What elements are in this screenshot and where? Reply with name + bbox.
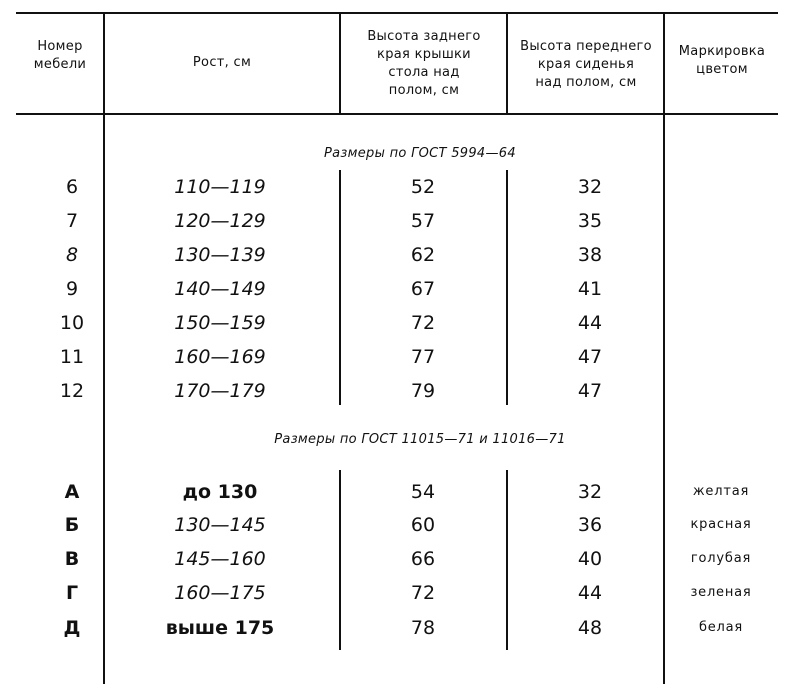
row-seat-height: 47 — [577, 346, 603, 368]
row-table-height: 72 — [410, 582, 436, 604]
row-number: 12 — [59, 380, 85, 402]
row-height: 160—175 — [174, 582, 266, 604]
row-height: 130—139 — [174, 244, 266, 266]
row-height: 110—119 — [174, 176, 266, 198]
row-number: 8 — [65, 244, 79, 266]
row-table-height: 60 — [410, 514, 436, 536]
header-seat-height — [508, 38, 664, 92]
row-table-height: 54 — [410, 481, 436, 503]
row-table-height: 67 — [410, 278, 436, 300]
row-height: 170—179 — [174, 380, 266, 402]
row-height: 130—145 — [174, 514, 266, 536]
row-number: А — [64, 481, 80, 503]
row-number: 6 — [65, 176, 79, 198]
row-seat-height: 48 — [577, 617, 603, 639]
row-color-marking: зеленая — [690, 585, 752, 600]
row-table-height: 57 — [410, 210, 436, 232]
row-color-marking: голубая — [690, 551, 752, 566]
row-color-marking: красная — [690, 517, 752, 532]
row-table-height: 66 — [410, 548, 436, 570]
row-number: В — [64, 548, 80, 570]
row-height: 145—160 — [174, 548, 266, 570]
header-number — [18, 38, 102, 74]
row-number: 11 — [59, 346, 85, 368]
section-title: Размеры по ГОСТ 11015—71 и 11016—71 — [274, 432, 566, 447]
row-number: Д — [63, 617, 81, 639]
row-height: до 130 — [182, 481, 258, 503]
row-seat-height: 38 — [577, 244, 603, 266]
body-column-divider — [506, 470, 508, 650]
row-seat-height: 35 — [577, 210, 603, 232]
header-table-line: стола над — [388, 65, 460, 80]
row-table-height: 78 — [410, 617, 436, 639]
column-divider — [339, 12, 341, 114]
row-number: 9 — [65, 278, 79, 300]
row-height: выше 175 — [165, 617, 275, 639]
header-seat-line: над полом, см — [535, 75, 637, 90]
body-column-divider — [339, 470, 341, 650]
row-table-height: 52 — [410, 176, 436, 198]
header-color-line: цветом — [696, 62, 748, 77]
row-color-marking: белая — [698, 620, 744, 635]
header-color-line: Маркировка — [678, 44, 766, 59]
row-table-height: 77 — [410, 346, 436, 368]
row-seat-height: 44 — [577, 312, 603, 334]
header-seat-line: Высота переднего — [520, 39, 652, 54]
row-number: 10 — [59, 312, 85, 334]
header-color-marking — [666, 43, 778, 79]
row-color-marking: желтая — [692, 484, 750, 499]
header-table-height — [342, 28, 506, 100]
header-height — [106, 54, 338, 72]
row-seat-height: 32 — [577, 481, 603, 503]
row-number: Г — [65, 582, 79, 604]
row-table-height: 79 — [410, 380, 436, 402]
row-height: 150—159 — [174, 312, 266, 334]
row-height: 140—149 — [174, 278, 266, 300]
row-number: 7 — [65, 210, 79, 232]
row-seat-height: 47 — [577, 380, 603, 402]
row-seat-height: 41 — [577, 278, 603, 300]
body-column-divider — [339, 170, 341, 405]
row-seat-height: 44 — [577, 582, 603, 604]
row-table-height: 72 — [410, 312, 436, 334]
body-column-divider — [506, 170, 508, 405]
row-seat-height: 40 — [577, 548, 603, 570]
row-height: 160—169 — [174, 346, 266, 368]
section-title: Размеры по ГОСТ 5994—64 — [324, 146, 516, 161]
row-height: 120—129 — [174, 210, 266, 232]
header-table-line: Высота заднего — [367, 29, 481, 44]
row-number: Б — [64, 514, 80, 536]
header-table-line: полом, см — [388, 83, 460, 98]
header-table-line: края крышки — [377, 47, 471, 62]
header-height-line: Рост, см — [192, 55, 252, 70]
header-number-line: Номер — [37, 39, 83, 54]
header-number-line: мебели — [33, 57, 87, 72]
row-table-height: 62 — [410, 244, 436, 266]
row-seat-height: 32 — [577, 176, 603, 198]
header-seat-line: края сиденья — [537, 57, 635, 72]
row-seat-height: 36 — [577, 514, 603, 536]
